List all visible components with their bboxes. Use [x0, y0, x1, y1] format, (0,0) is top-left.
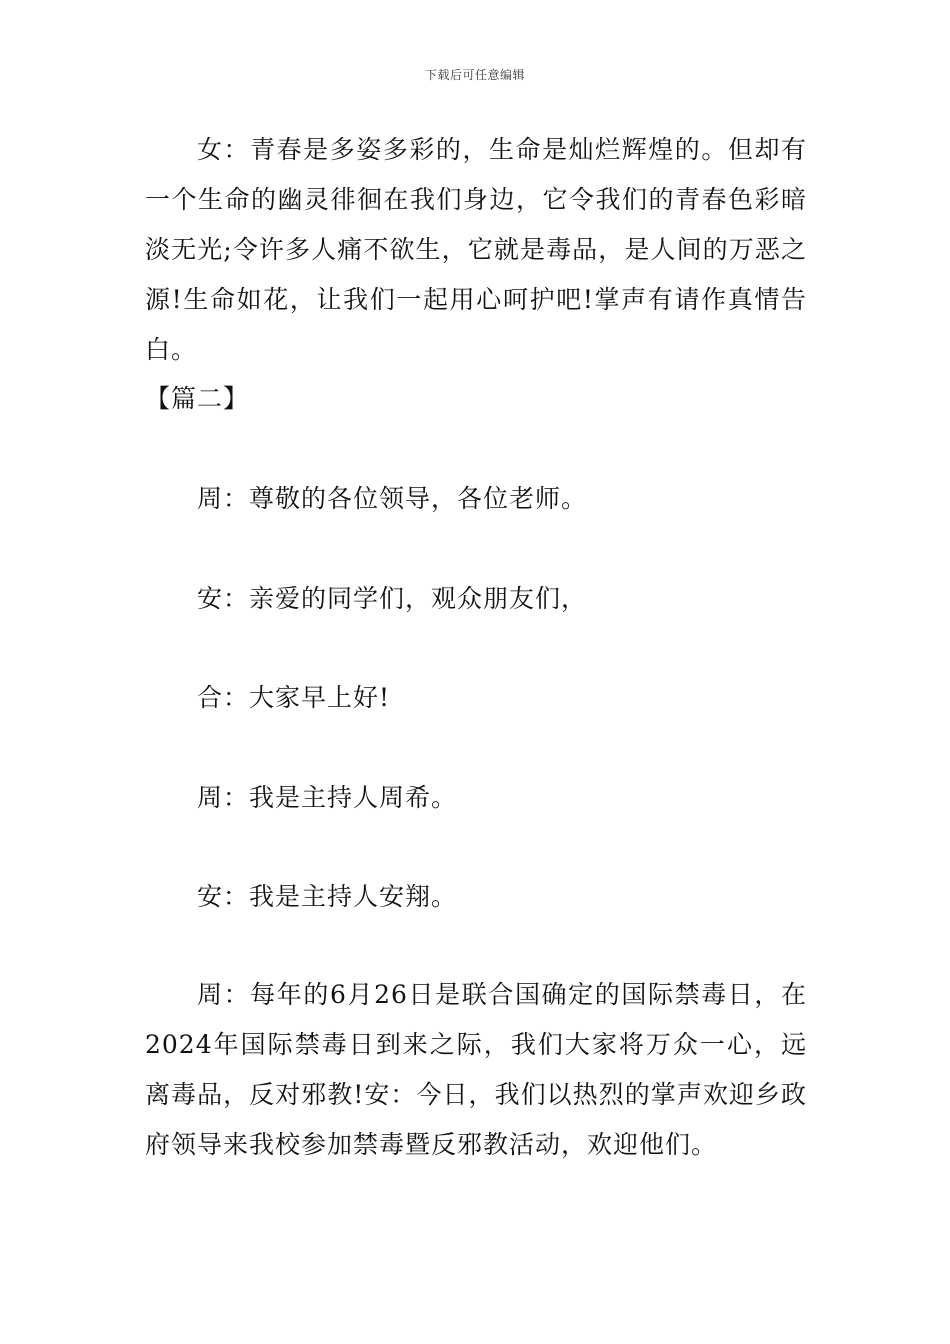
dialogue-line-5: 安：我是主持人安翔。 — [197, 882, 458, 911]
dialogue-line-1: 周：尊敬的各位领导，各位老师。 — [197, 484, 588, 513]
dialogue-line-4: 周：我是主持人周希。 — [197, 783, 458, 812]
dialogue-line-3: 合：大家早上好! — [197, 683, 391, 712]
dialogue-line-2: 安：亲爱的同学们，观众朋友们， — [197, 584, 588, 613]
section-title: 【篇二】 — [145, 384, 250, 413]
header-note: 下载后可任意编辑 — [424, 68, 525, 82]
intro-block — [145, 125, 807, 375]
closing-block — [145, 970, 807, 1170]
intro-paragraph: 女：青春是多姿多彩的，生命是灿烂辉煌的。但却有一个生命的幽灵徘徊在我们身边，它令我们的青春色彩暗淡无光;令许多人痛不欲生，它就是毒品，是人间的万恶之源!生命如花，让我们一起用心呵护吧!掌声有请作真情告白。 — [145, 135, 807, 364]
closing-paragraph: 周：每年的6月26日是联合国确定的国际禁毒日，在2024年国际禁毒日到来之际，我们大家将万众一心，远离毒品，反对邪教!安：今日，我们以热烈的掌声欢迎乡政府领导来我校参加禁毒暨反邪教活动，欢迎他们。 — [145, 980, 807, 1159]
